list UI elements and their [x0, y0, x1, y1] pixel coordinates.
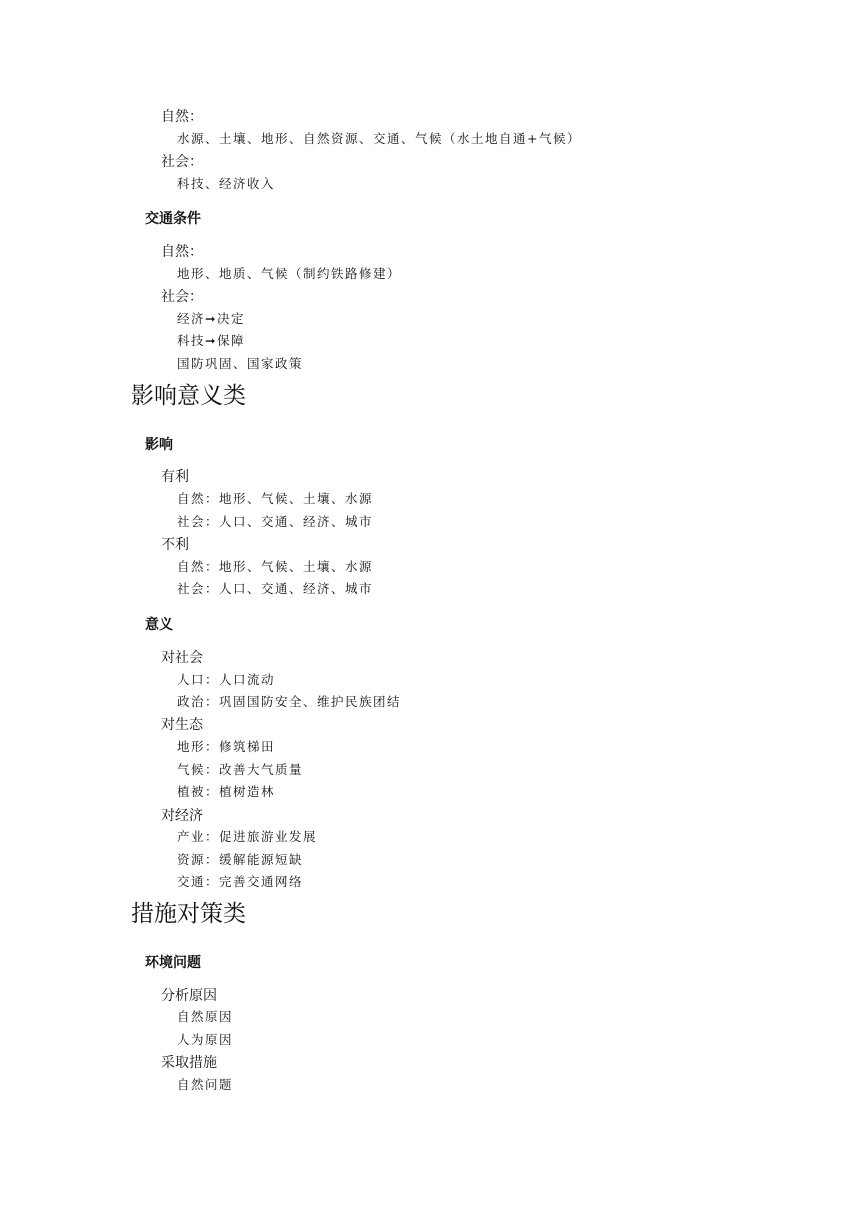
economy-label: 对经济 — [161, 808, 203, 824]
measures-label: 采取措施 — [161, 1055, 217, 1071]
favorable-label: 有利 — [161, 469, 189, 485]
unfavorable-item: 社会：人口、交通、经济、城市 — [177, 581, 374, 596]
traffic-social-item: 国防巩固、国家政策 — [177, 356, 304, 371]
top-social-items: 科技、经济收入 — [177, 176, 276, 191]
top-natural-label: 自然： — [161, 109, 203, 125]
favorable-item: 社会：人口、交通、经济、城市 — [177, 514, 374, 529]
measures-section-title: 措施对策类 — [131, 901, 246, 927]
economy-item: 产业：促进旅游业发展 — [177, 829, 318, 844]
ecology-label: 对生态 — [161, 717, 203, 733]
traffic-social-item: 经济➞决定 — [177, 311, 245, 326]
traffic-social-label: 社会： — [161, 289, 203, 305]
society-label: 对社会 — [161, 650, 203, 666]
society-item: 政治：巩固国防安全、维护民族团结 — [177, 694, 402, 709]
measures-item: 自然问题 — [177, 1077, 234, 1092]
society-item: 人口：人口流动 — [177, 672, 276, 687]
ecology-item: 植被：植树造林 — [177, 784, 276, 799]
analyze-label: 分析原因 — [161, 988, 217, 1004]
unfavorable-label: 不利 — [161, 537, 189, 553]
environment-heading: 环境问题 — [145, 955, 201, 971]
traffic-heading: 交通条件 — [145, 211, 201, 227]
analyze-item: 人为原因 — [177, 1032, 234, 1047]
economy-item: 交通：完善交通网络 — [177, 874, 304, 889]
unfavorable-item: 自然：地形、气候、土壤、水源 — [177, 559, 374, 574]
significance-heading: 意义 — [145, 617, 173, 633]
analyze-item: 自然原因 — [177, 1009, 234, 1024]
traffic-social-item: 科技➞保障 — [177, 333, 245, 348]
traffic-natural-items: 地形、地质、气候（制约铁路修建） — [177, 266, 402, 281]
favorable-item: 自然：地形、气候、土壤、水源 — [177, 491, 374, 506]
ecology-item: 气候：改善大气质量 — [177, 762, 304, 777]
top-natural-items: 水源、土壤、地形、自然资源、交通、气候（水土地自通+气候） — [177, 131, 581, 146]
top-social-label: 社会： — [161, 154, 203, 170]
economy-item: 资源：缓解能源短缺 — [177, 852, 304, 867]
impact-section-title: 影响意义类 — [131, 383, 246, 409]
traffic-natural-label: 自然： — [161, 244, 203, 260]
influence-heading: 影响 — [145, 437, 173, 453]
ecology-item: 地形：修筑梯田 — [177, 739, 276, 754]
